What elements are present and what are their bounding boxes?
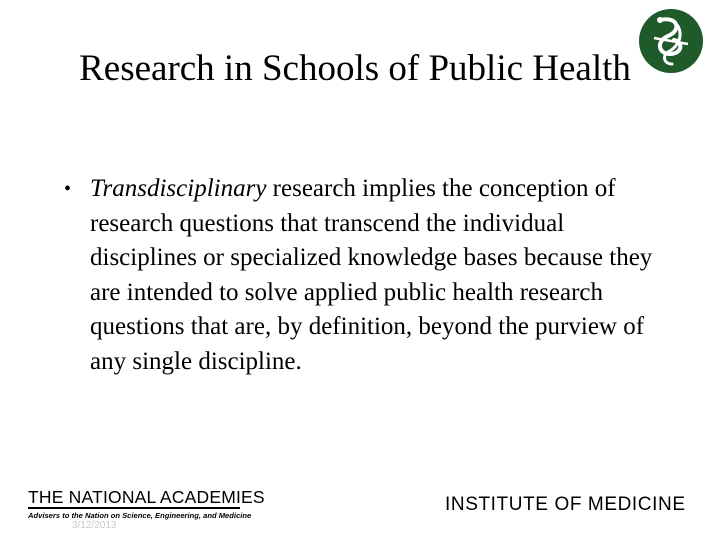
bullet-list [64,172,674,379]
bullet-marker: • [64,178,72,200]
national-academies-logo [28,488,265,520]
divider [28,507,240,509]
bullet-body: research implies the conception of research questions that transcend the individual disciplines or specialized knowledge bases because they are intended to solve applied public health research questions that are, by definition, beyond the purview of any single discipline. [90,175,653,375]
footer-date: 3/12/2013 [72,520,117,531]
bullet-emphasis: Transdisciplinary [90,175,267,202]
national-academies-title: THE NATIONAL ACADEMIES [28,487,265,507]
slide-title: Research in Schools of Public Health [79,48,631,89]
national-academies-tagline: Advisers to the Nation on Science, Engineering, and Medicine [28,511,252,520]
bullet-item [90,172,674,379]
institute-of-medicine-logo: INSTITUTE OF MEDICINE [445,494,686,515]
iom-logo-icon [638,8,704,74]
